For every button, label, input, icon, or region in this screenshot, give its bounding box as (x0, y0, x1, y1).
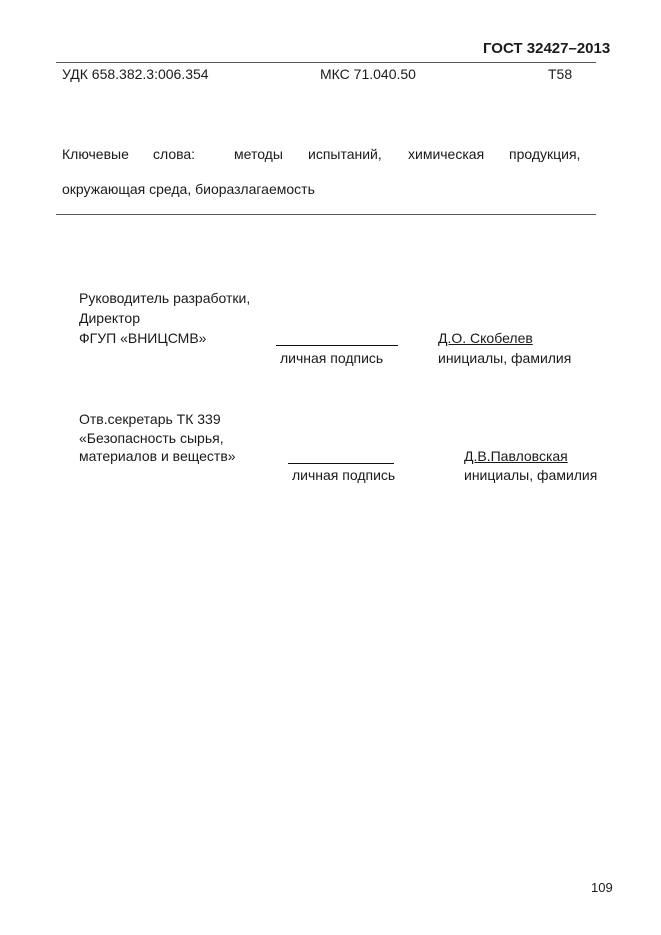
position-line: ФГУП «ВНИЦСМВ» (79, 330, 207, 346)
keyword-2: испытаний, (308, 146, 382, 162)
keyword-1: методы (234, 146, 283, 162)
signer-name: Д.О. Скобелев (438, 330, 533, 346)
position-line: Руководитель разработки, (79, 290, 251, 306)
keywords-line-2: окружающая среда, биоразлагаемость (62, 181, 315, 197)
page-number: 109 (591, 880, 613, 895)
header-rule (56, 62, 596, 63)
keywords-rule (56, 214, 596, 215)
name-caption: инициалы, фамилия (438, 350, 572, 366)
mks-code: МКС 71.040.50 (320, 66, 416, 82)
standard-number: ГОСТ 32427–2013 (483, 40, 611, 57)
signature-line (288, 463, 394, 464)
keywords-label: Ключевые (62, 146, 129, 162)
name-caption: инициалы, фамилия (464, 467, 598, 483)
signature-caption: личная подпись (292, 467, 396, 483)
position-line: Отв.секретарь ТК 339 (79, 411, 221, 427)
keyword-3: химическая (408, 146, 485, 162)
keywords-label-2: слова: (153, 146, 196, 162)
signature-line (276, 345, 398, 346)
position-line: «Безопасность сырья, (79, 430, 224, 446)
okstu-code: Т58 (548, 66, 573, 82)
signer-name: Д.В.Павловская (464, 448, 568, 464)
position-line: материалов и веществ» (79, 448, 236, 464)
position-line: Директор (79, 310, 140, 326)
keyword-4: продукция, (509, 146, 581, 162)
signature-caption: личная подпись (280, 350, 384, 366)
udk-code: УДК 658.382.3:006.354 (62, 66, 209, 82)
